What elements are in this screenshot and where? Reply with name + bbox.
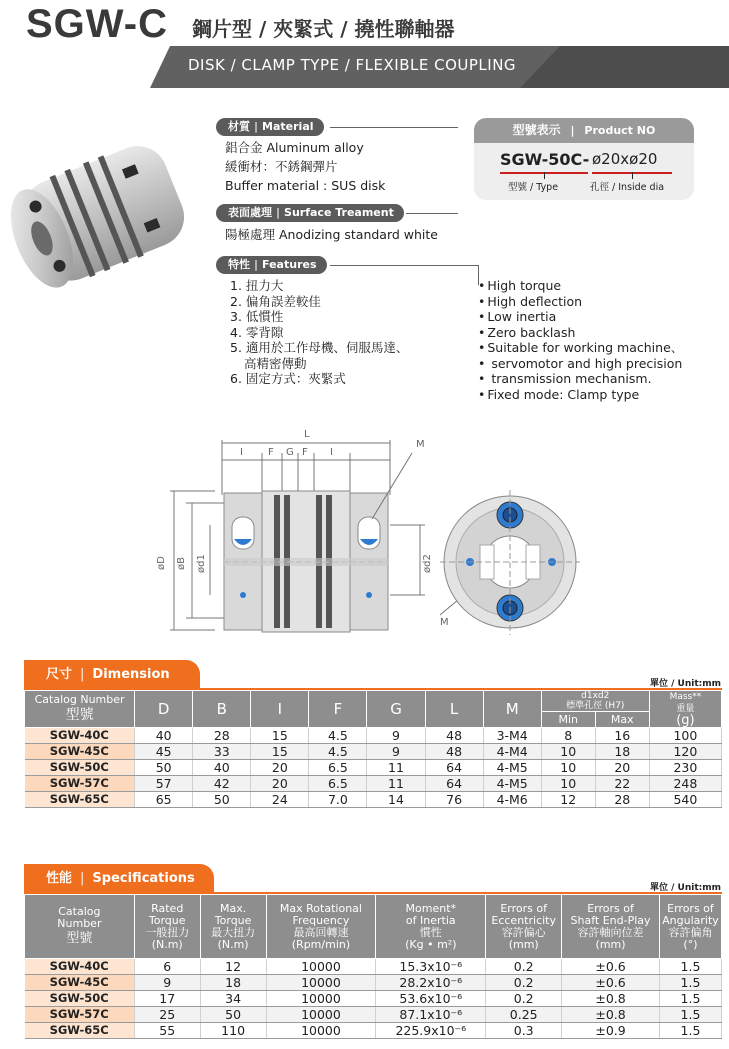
table-cell: 10 — [541, 760, 595, 776]
table-cell: 50 — [193, 792, 251, 808]
spec-col-header-line: Rated — [151, 901, 184, 915]
dim-I-label: I — [240, 447, 243, 458]
table-cell: 15.3x10⁻⁶ — [376, 959, 486, 975]
dim-d1-label: ød1 — [196, 554, 207, 573]
col-G: G — [367, 691, 425, 728]
table-cell: 65 — [135, 792, 193, 808]
table-row — [25, 959, 722, 975]
spec-col-header — [25, 895, 135, 959]
col-min: Min — [541, 712, 595, 728]
spec-col-header-line: Torque — [148, 913, 186, 927]
table-cell: 120 — [649, 744, 721, 760]
spec-col-header — [200, 895, 266, 959]
specs-unit: 單位 / Unit:mm — [650, 883, 722, 893]
specs-rows — [25, 959, 722, 1039]
table-cell: 4-M6 — [483, 792, 541, 808]
spec-col-header-line: Torque — [214, 913, 252, 927]
col-d1xd2-title: d1xd2 — [581, 691, 610, 701]
table-row — [25, 728, 722, 744]
table-cell: 28 — [193, 728, 251, 744]
col-d1xd2 — [541, 691, 649, 712]
feature-en-item: • Fixed mode: Clamp type — [478, 387, 683, 403]
table-cell: 20 — [251, 760, 309, 776]
dimension-rows — [25, 728, 722, 808]
table-cell: 9 — [134, 975, 200, 991]
table-cell: 4.5 — [309, 728, 367, 744]
header — [0, 0, 729, 46]
type-tick — [544, 172, 545, 179]
table-cell: ±0.6 — [562, 959, 660, 975]
table-cell: 40 — [135, 728, 193, 744]
catalog-number-cell: SGW-45C — [25, 744, 135, 760]
table-cell: 0.2 — [486, 991, 562, 1007]
table-cell: 248 — [649, 776, 721, 792]
specs-header: 性能 | Specifications — [24, 864, 214, 894]
feature-cn-item: 3. 低慣性 — [230, 309, 284, 324]
table-cell: 17 — [134, 991, 200, 1007]
subtitle-bar — [0, 46, 729, 88]
table-row — [25, 1023, 722, 1039]
subtitle-en: DISK / CLAMP TYPE / FLEXIBLE COUPLING — [188, 56, 517, 74]
specs-table — [24, 894, 722, 1039]
spec-col-header-line: Max. — [219, 901, 247, 915]
table-cell: 50 — [135, 760, 193, 776]
dim-G-label: G — [286, 447, 294, 458]
table-row — [25, 991, 722, 1007]
table-cell: 18 — [595, 744, 649, 760]
material-pill: 材質 | Material — [216, 118, 324, 136]
table-cell: 55 — [134, 1023, 200, 1039]
table-row — [25, 792, 722, 808]
feature-cn-item: 4. 零背隙 — [230, 324, 284, 340]
feature-cn-item: 1. 扭力大 — [230, 278, 284, 293]
spec-col-header-line: Eccentricity — [491, 913, 556, 927]
spec-col-header-line: 一般扭力 — [145, 925, 190, 939]
table-cell: 225.9x10⁻⁶ — [376, 1023, 486, 1039]
feature-en-item-cont: • transmission mechanism. — [478, 371, 683, 387]
feature-cn-item: 高精密傳動 — [244, 355, 307, 371]
catalog-number-cell: SGW-50C — [25, 991, 135, 1007]
dim-d2-label: ød2 — [422, 554, 433, 573]
features-rule — [330, 265, 478, 266]
col-M: M — [483, 691, 541, 728]
table-cell: 22 — [595, 776, 649, 792]
spec-col-header-line: Shaft End-Play — [570, 913, 651, 927]
table-cell: 10000 — [266, 959, 376, 975]
col-D: D — [135, 691, 193, 728]
feature-cn-item: 6. 固定方式：夾緊式 — [230, 371, 346, 386]
feature-cn-item: 2. 偏角誤差較佳 — [230, 293, 321, 309]
dim-L-label: L — [304, 429, 310, 440]
product-no-title-en: Product NO — [584, 124, 656, 137]
table-cell: 16 — [595, 728, 649, 744]
dimension-unit: 單位 / Unit:mm — [650, 679, 722, 689]
dim-B-label: øB — [176, 557, 187, 570]
spec-col-header-line: 容許偏角 — [668, 925, 713, 939]
spec-col-header-line: (mm) — [595, 937, 626, 951]
catalog-number-cell: SGW-65C — [25, 1023, 135, 1039]
table-cell: 6 — [134, 959, 200, 975]
side-view-body — [224, 491, 388, 632]
table-cell: 540 — [649, 792, 721, 808]
spec-col-header-line: 慣性 — [419, 925, 442, 939]
spec-col-header-line: 型號 — [66, 930, 93, 946]
material-line-2: 緩衝材：不銹鋼彈片 — [225, 159, 338, 174]
table-cell: 20 — [251, 776, 309, 792]
dim-M2-label: M — [440, 617, 449, 628]
dim-D-label: øD — [156, 556, 167, 570]
spec-col-header — [266, 895, 376, 959]
col-mass-en: Mass** — [669, 692, 702, 702]
catalog-number-cell: SGW-40C — [25, 959, 135, 975]
spec-col-header — [562, 895, 660, 959]
dimension-title-cn: 尺寸 — [46, 667, 73, 682]
col-B: B — [193, 691, 251, 728]
table-cell: 28.2x10⁻⁶ — [376, 975, 486, 991]
dia-tick — [632, 172, 633, 179]
col-catalog — [25, 691, 135, 728]
table-cell: 76 — [425, 792, 483, 808]
table-row — [25, 776, 722, 792]
table-cell: 57 — [135, 776, 193, 792]
table-cell: 9 — [367, 744, 425, 760]
product-dia: ø20xø20 — [592, 150, 658, 168]
table-cell: 6.5 — [309, 760, 367, 776]
spec-col-header-line: Catalog — [58, 904, 101, 918]
dim-M-label: M — [416, 439, 425, 450]
col-L: L — [425, 691, 483, 728]
table-cell: 11 — [367, 760, 425, 776]
table-cell: 20 — [595, 760, 649, 776]
dim-F-label: F — [268, 447, 274, 458]
table-cell: 10 — [541, 776, 595, 792]
material-line-3: Buffer material : SUS disk — [225, 178, 386, 193]
table-cell: 10000 — [266, 975, 376, 991]
feature-en-item: • Zero backlash — [478, 325, 683, 341]
dim-F2-label: F — [302, 447, 308, 458]
feature-en-item: • Low inertia — [478, 309, 683, 325]
spec-col-header-line: 最高回轉速 — [293, 925, 349, 939]
spec-col-header-line: (Kg • m²) — [405, 937, 457, 951]
model-title: SGW-C — [26, 2, 168, 46]
feature-cn-item: 5. 適用於工作母機、伺服馬達、 — [230, 340, 409, 355]
spec-col-header-line: (mm) — [508, 937, 539, 951]
spec-col-header-line: (°) — [683, 937, 698, 951]
table-cell: 0.25 — [486, 1007, 562, 1023]
features-en-list — [478, 278, 683, 402]
material-line-1: 鋁合金 Aluminum alloy — [225, 140, 364, 155]
table-cell: 110 — [200, 1023, 266, 1039]
feature-en-item: • High torque — [478, 278, 683, 294]
specs-title-en: Specifications — [92, 871, 195, 886]
features-pill: 特性 | Features — [216, 256, 327, 274]
table-cell: 4-M4 — [483, 744, 541, 760]
material-label-en: Material — [262, 120, 314, 133]
catalog-number-cell: SGW-57C — [25, 1007, 135, 1023]
table-cell: 50 — [200, 1007, 266, 1023]
material-label-cn: 材質 — [228, 120, 250, 133]
spec-col-header — [659, 895, 721, 959]
spec-col-header-line: 最大扭力 — [211, 925, 256, 939]
surface-pill: 表面處理 | Surface Treament — [216, 204, 404, 222]
surface-text — [225, 225, 438, 244]
material-rule — [330, 127, 458, 128]
coupling-photo — [8, 120, 208, 310]
spec-col-header-line: Errors of — [667, 901, 714, 915]
col-I: I — [251, 691, 309, 728]
spec-col-header — [376, 895, 486, 959]
table-cell: 64 — [425, 776, 483, 792]
dimension-header: 尺寸 | Dimension — [24, 660, 200, 690]
table-cell: 28 — [595, 792, 649, 808]
dim-I2-label: I — [330, 447, 333, 458]
col-catalog-cn: 型號 — [65, 707, 94, 723]
feature-en-item: • High deflection — [478, 294, 683, 310]
table-cell: 34 — [200, 991, 266, 1007]
table-cell: 1.5 — [659, 1007, 721, 1023]
feature-en-item-cont: • servomotor and high precision — [478, 356, 683, 372]
table-cell: 87.1x10⁻⁶ — [376, 1007, 486, 1023]
table-cell: 1.5 — [659, 959, 721, 975]
spec-col-header — [134, 895, 200, 959]
table-cell: 4-M5 — [483, 760, 541, 776]
table-cell: 10000 — [266, 1007, 376, 1023]
table-cell: 64 — [425, 760, 483, 776]
table-cell: 0.2 — [486, 975, 562, 991]
table-cell: 42 — [193, 776, 251, 792]
surface-label-en: Surface Treament — [284, 206, 394, 219]
product-no-box — [474, 118, 694, 200]
spec-col-header-line: of Inertia — [405, 913, 456, 927]
table-cell: 7.0 — [309, 792, 367, 808]
table-cell: ±0.9 — [562, 1023, 660, 1039]
table-cell: 11 — [367, 776, 425, 792]
table-cell: 4.5 — [309, 744, 367, 760]
table-cell: 15 — [251, 744, 309, 760]
table-cell: 12 — [541, 792, 595, 808]
spec-col-header-line: Errors of — [500, 901, 548, 915]
col-max: Max — [595, 712, 649, 728]
table-cell: 230 — [649, 760, 721, 776]
front-view — [440, 490, 580, 635]
table-cell: 48 — [425, 744, 483, 760]
spec-col-header-line: 容許偏心 — [501, 925, 546, 939]
table-cell: 0.2 — [486, 959, 562, 975]
table-cell: 48 — [425, 728, 483, 744]
features-label-cn: 特性 — [228, 258, 250, 271]
col-mass — [649, 691, 721, 728]
features-cn-list — [230, 278, 408, 387]
material-text — [225, 138, 385, 195]
catalog-number-cell: SGW-50C — [25, 760, 135, 776]
dia-label: 孔徑 / Inside dia — [590, 182, 665, 193]
table-cell: 4-M5 — [483, 776, 541, 792]
spec-col-header-line: Errors of — [587, 901, 634, 915]
feature-en-item: • Suitable for working machine、 — [478, 340, 683, 356]
col-mass-unit: (g) — [676, 713, 695, 728]
catalog-number-cell: SGW-45C — [25, 975, 135, 991]
spec-col-header-line: 容許軸向位差 — [577, 925, 644, 939]
product-code: SGW-50C- — [500, 150, 590, 169]
catalog-number-cell: SGW-65C — [25, 792, 135, 808]
specs-title-cn: 性能 — [46, 871, 73, 886]
col-d1xd2-sub: 標準孔徑 (H7) — [566, 701, 625, 711]
table-row — [25, 1007, 722, 1023]
table-cell: ±0.8 — [562, 991, 660, 1007]
table-cell: 9 — [367, 728, 425, 744]
table-cell: 12 — [200, 959, 266, 975]
table-row — [25, 744, 722, 760]
table-cell: 10 — [541, 744, 595, 760]
table-cell: 18 — [200, 975, 266, 991]
col-F: F — [309, 691, 367, 728]
features-label-en: Features — [262, 258, 317, 271]
product-no-title-cn: 型號表示 — [512, 123, 561, 137]
table-cell: 100 — [649, 728, 721, 744]
spec-col-header-line: Frequency — [292, 913, 350, 927]
spec-col-header-line: (N.m) — [151, 937, 183, 951]
table-cell: 0.3 — [486, 1023, 562, 1039]
table-row — [25, 975, 722, 991]
surface-label-cn: 表面處理 — [228, 206, 272, 219]
table-cell: 33 — [193, 744, 251, 760]
spec-col-header — [486, 895, 562, 959]
type-label: 型號 / Type — [508, 182, 559, 193]
table-cell: 24 — [251, 792, 309, 808]
table-cell: 1.5 — [659, 1023, 721, 1039]
product-no-header: 型號表示 | Product NO — [474, 118, 694, 143]
table-cell: ±0.8 — [562, 1007, 660, 1023]
table-cell: 45 — [135, 744, 193, 760]
table-cell: ±0.6 — [562, 975, 660, 991]
spec-col-header-line: (N.m) — [217, 937, 249, 951]
table-cell: 40 — [193, 760, 251, 776]
surface-line-1: 陽極處理 Anodizing standard white — [225, 227, 438, 242]
spec-col-header-line: Max Rotational — [279, 901, 362, 915]
table-cell: 15 — [251, 728, 309, 744]
surface-rule — [406, 213, 458, 214]
table-cell: 6.5 — [309, 776, 367, 792]
table-cell: 10000 — [266, 1023, 376, 1039]
specs-header-row — [25, 895, 722, 959]
spec-col-header-line: Moment* — [405, 901, 457, 915]
spec-col-header-line: (Rpm/min) — [291, 937, 351, 951]
col-mass-cn: 重量 — [676, 704, 695, 714]
table-cell: 10000 — [266, 991, 376, 1007]
col-catalog-en: Catalog Number — [34, 693, 125, 706]
table-cell: 14 — [367, 792, 425, 808]
technical-drawing — [140, 425, 610, 640]
table-cell: 1.5 — [659, 991, 721, 1007]
table-cell: 3-M4 — [483, 728, 541, 744]
table-cell: 53.6x10⁻⁶ — [376, 991, 486, 1007]
dimension-title-en: Dimension — [92, 667, 170, 682]
catalog-number-cell: SGW-40C — [25, 728, 135, 744]
dimension-table — [24, 690, 722, 808]
catalog-number-cell: SGW-57C — [25, 776, 135, 792]
title-cn: 鋼片型 / 夾緊式 / 撓性聯軸器 — [192, 17, 455, 41]
table-cell: 25 — [134, 1007, 200, 1023]
spec-col-header-line: Number — [57, 916, 102, 930]
table-cell: 8 — [541, 728, 595, 744]
table-row — [25, 760, 722, 776]
table-cell: 1.5 — [659, 975, 721, 991]
spec-col-header-line: Angularity — [662, 913, 719, 927]
